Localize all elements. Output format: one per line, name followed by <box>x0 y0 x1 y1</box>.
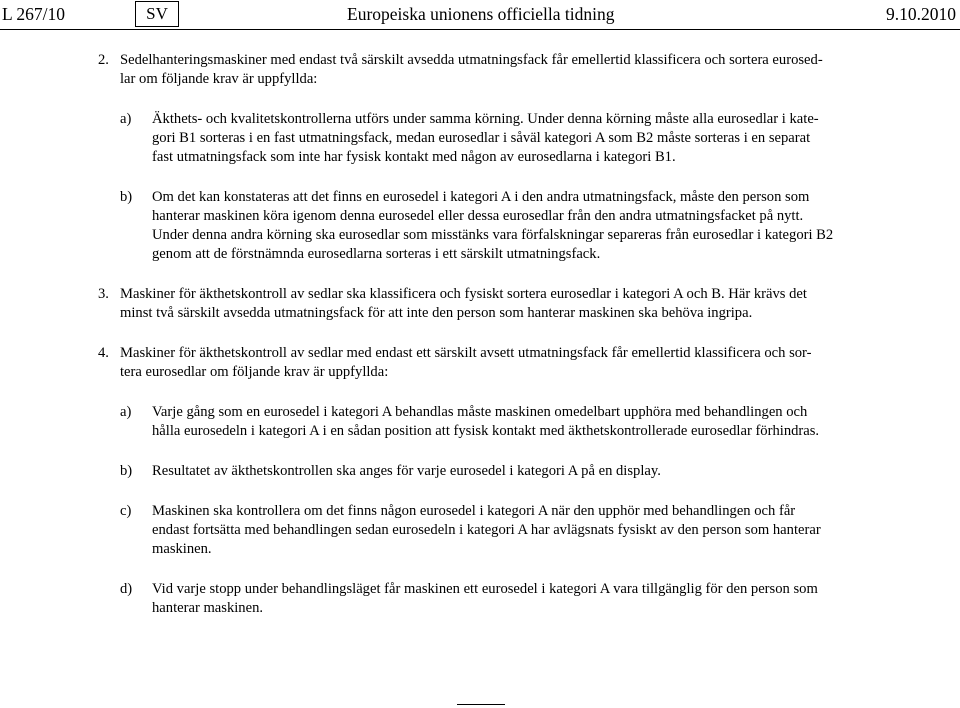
item-line: hålla eurosedeln i kategori A i en sådan position att fysisk kontakt med äkthetskontrollerade eurosedlar förhindras. <box>152 423 820 439</box>
item-line: minst två särskilt avsedda utmatningsfack för att inte den person som hanterar maskinen ska behöva ingripa. <box>120 305 753 321</box>
item-number: a) <box>120 404 132 420</box>
item-line: hanterar maskinen köra igenom denna eurosedel eller dessa eurosedlar från den andra utmatningsfacket på nytt. <box>152 208 804 224</box>
item-line: genom att de förstnämnda eurosedlarna sorteras i ett särskilt utmatningsfack. <box>152 246 601 262</box>
item-line: Vid varje stopp under behandlingsläget får maskinen ett eurosedel i kategori A vara tillgänglig för den person som <box>152 581 818 597</box>
item-number: 4. <box>98 345 109 361</box>
item-number: 3. <box>98 286 109 302</box>
item-number: d) <box>120 581 133 597</box>
item-line: Resultatet av äkthetskontrollen ska anges för varje eurosedel i kategori A på en display. <box>152 463 661 479</box>
item-number: b) <box>120 189 133 205</box>
item-line: tera eurosedlar om följande krav är uppfyllda: <box>120 364 389 380</box>
item-line: Under denna andra körning ska eurosedlar som misstänks vara förfalskningar separeras från eurosedlar i kategori B2 <box>152 227 834 243</box>
item-line: hanterar maskinen. <box>152 600 264 616</box>
item-line: maskinen. <box>152 541 212 557</box>
item-number: b) <box>120 463 133 479</box>
item-line: fast utmatningsfack som inte har fysisk kontakt med någon av eurosedlarna i kategori B1. <box>152 149 676 165</box>
item-number: c) <box>120 503 132 519</box>
language-badge: SV <box>135 1 179 27</box>
header-divider <box>0 29 960 30</box>
item-line: Maskiner för äkthetskontroll av sedlar ska klassificera och fysiskt sortera eurosedlar i kategori A och B. Här krävs det <box>120 286 807 302</box>
item-line: Äkthets- och kvalitetskontrollerna utförs under samma körning. Under denna körning måste alla eurosedlar i kate- <box>152 111 819 127</box>
publication-date: 9.10.2010 <box>886 4 956 24</box>
item-number: 2. <box>98 52 109 68</box>
item-line: gori B1 sorteras i en fast utmatningsfack, medan eurosedlar i såväl kategori A som B2 måste sorteras i en separat <box>152 130 811 146</box>
item-line: Maskinen ska kontrollera om det finns någon eurosedel i kategori A när den upphör med behandlingen och får <box>152 503 796 519</box>
footer-divider <box>457 704 505 705</box>
item-line: Om det kan konstateras att det finns en eurosedel i kategori A i den andra utmatningsfack, måste den person som <box>152 189 810 205</box>
journal-title: Europeiska unionens officiella tidning <box>347 4 615 24</box>
item-line: endast fortsätta med behandlingen sedan eurosedeln i kategori A har avlägsnats fysiskt av den person som hanterar <box>152 522 821 538</box>
page-reference: L 267/10 <box>2 4 66 24</box>
item-number: a) <box>120 111 132 127</box>
item-line: Sedelhanteringsmaskiner med endast två särskilt avsedda utmatningsfack får emellertid klassificera och sortera eurosed- <box>120 52 823 68</box>
item-line: Maskiner för äkthetskontroll av sedlar med endast ett särskilt avsett utmatningsfack får emellertid klassificera och sor- <box>120 345 812 361</box>
page-header <box>0 0 960 34</box>
item-line: Varje gång som en eurosedel i kategori A behandlas måste maskinen omedelbart upphöra med behandlingen och <box>152 404 808 420</box>
item-line: lar om följande krav är uppfyllda: <box>120 71 318 87</box>
